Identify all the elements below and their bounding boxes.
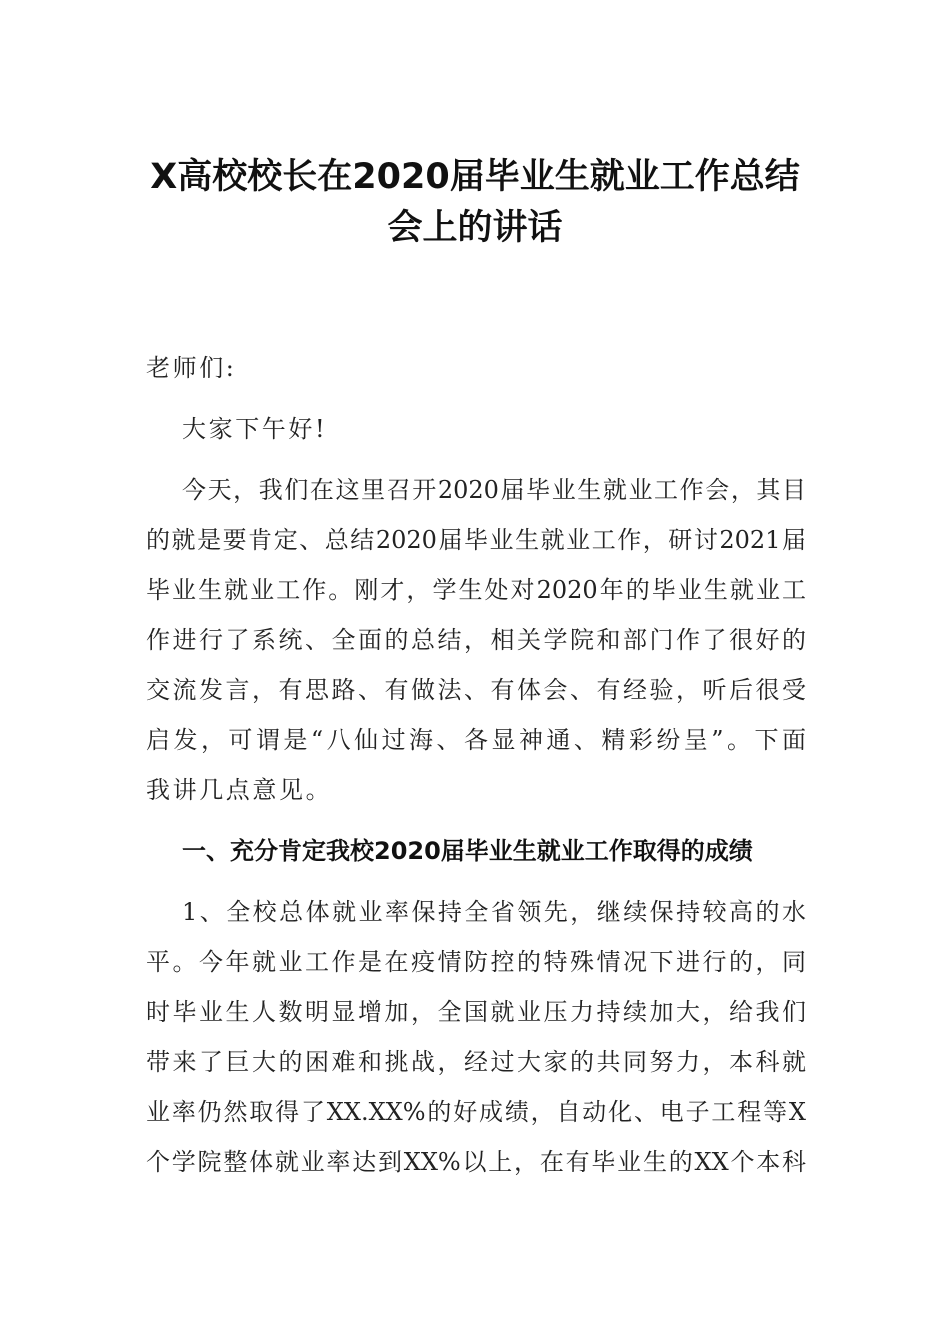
paragraph-line: 1、全校总体就业率保持全省领先，继续保持较高的水 bbox=[182, 898, 806, 926]
paragraph-line: 今天，我们在这里召开2020届毕业生就业工作会，其目 bbox=[182, 476, 806, 504]
document-title-line-2: 会上的讲话 bbox=[387, 208, 563, 248]
greeting: 大家下午好! bbox=[182, 415, 328, 443]
paragraph-line: 的就是要肯定、总结2020届毕业生就业工作，研讨2021届 bbox=[146, 526, 806, 554]
paragraph-line: 业率仍然取得了XX.XX%的好成绩，自动化、电子工程等X bbox=[146, 1098, 806, 1126]
paragraph-line: 毕业生就业工作。刚才，学生处对2020年的毕业生就业工 bbox=[146, 576, 806, 604]
section-heading: 一、充分肯定我校2020届毕业生就业工作取得的成绩 bbox=[182, 837, 753, 865]
paragraph-line: 个学院整体就业率达到XX%以上，在有毕业生的XX个本科 bbox=[146, 1148, 806, 1176]
paragraph-line: 交流发言，有思路、有做法、有体会、有经验，听后很受 bbox=[146, 676, 806, 704]
paragraph-line: 带来了巨大的困难和挑战，经过大家的共同努力，本科就 bbox=[146, 1048, 806, 1076]
paragraph-line: 我讲几点意见。 bbox=[146, 776, 333, 804]
paragraph-line: 平。今年就业工作是在疫情防控的特殊情况下进行的，同 bbox=[146, 948, 806, 976]
paragraph-line: 时毕业生人数明显增加，全国就业压力持续加大，给我们 bbox=[146, 998, 806, 1026]
document-title-line-1: X高校校长在2020届毕业生就业工作总结 bbox=[150, 157, 800, 197]
paragraph-line: 作进行了系统、全面的总结，相关学院和部门作了很好的 bbox=[146, 626, 806, 654]
paragraph-line: 启发，可谓是“八仙过海、各显神通、精彩纷呈”。下面 bbox=[146, 726, 806, 754]
salutation: 老师们: bbox=[146, 354, 237, 382]
